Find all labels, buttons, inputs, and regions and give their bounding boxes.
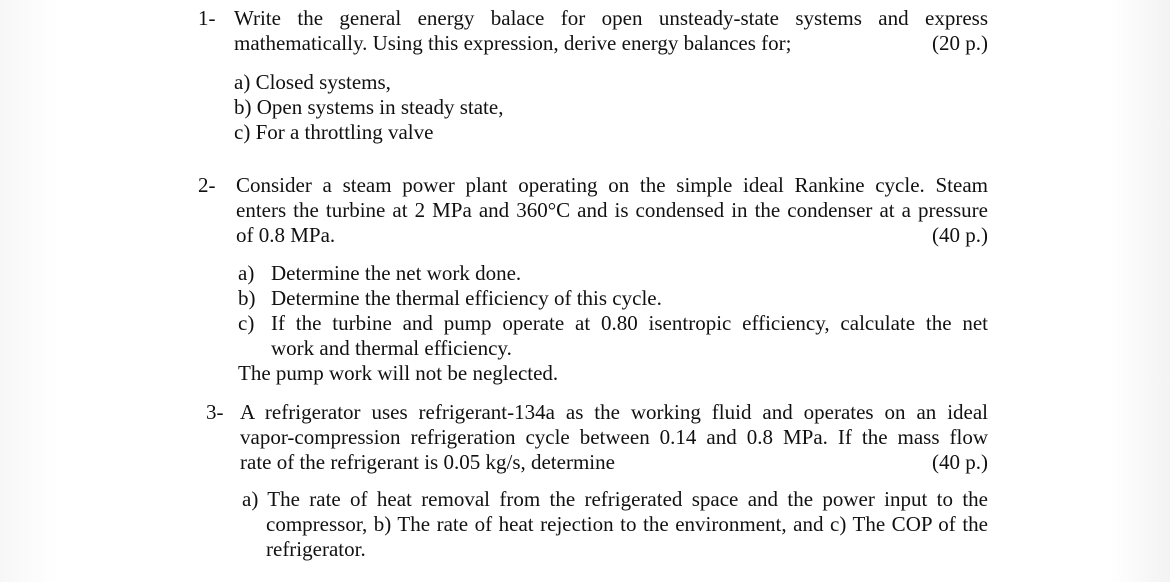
sub-part-text: a) The rate of heat removal from the refrigerated space and the power input to the	[242, 487, 988, 511]
question-1	[198, 6, 988, 145]
question-text-line: Write the general energy balace for open unsteady-state systems and express	[234, 6, 988, 30]
sub-part-text: work and thermal efficiency.	[271, 336, 512, 360]
sub-part: b) Open systems in steady state,	[234, 95, 504, 119]
sub-part-text: Determine the thermal efficiency of this cycle.	[271, 286, 662, 310]
question-number: 2-	[198, 173, 216, 197]
question-text-line: vapor-compression refrigeration cycle between 0.14 and 0.8 MPa. If the mass flow	[240, 425, 988, 449]
sub-part-text: Determine the net work done.	[271, 261, 522, 285]
question-text-line: mathematically. Using this expression, derive energy balances for;	[234, 31, 792, 55]
question-text-line: enters the turbine at 2 MPa and 360°C and is condensed in the condenser at a pressure	[236, 198, 988, 222]
sub-part-label: c)	[238, 311, 255, 335]
question-points: (20 p.)	[932, 31, 988, 55]
sub-part	[198, 286, 988, 311]
question-text-line: Consider a steam power plant operating on the simple ideal Rankine cycle. Steam	[236, 173, 988, 197]
sub-part	[198, 261, 988, 286]
question-text-line: A refrigerator uses refrigerant-134a as the working fluid and operates on an ideal	[240, 400, 988, 424]
question-number: 3-	[206, 400, 224, 424]
sub-part-text: If the turbine and pump operate at 0.80 isentropic efficiency, calculate the net	[271, 311, 988, 335]
question-number: 1-	[198, 6, 216, 30]
question-3	[206, 400, 988, 562]
question-text-line: rate of the refrigerant is 0.05 kg/s, determine	[240, 450, 615, 474]
sub-part-label: a)	[238, 261, 255, 285]
sub-part-text: refrigerator.	[266, 537, 366, 561]
question-points: (40 p.)	[932, 223, 988, 247]
question-2	[198, 173, 988, 386]
sub-part-text: compressor, b) The rate of heat rejection to the environment, and c) The COP of the	[266, 512, 988, 536]
sub-part: a) Closed systems,	[234, 70, 391, 94]
sub-part-label: b)	[238, 286, 256, 310]
question-text-line: of 0.8 MPa.	[236, 223, 336, 247]
question-points: (40 p.)	[932, 450, 988, 474]
question-note: The pump work will not be neglected.	[238, 361, 559, 385]
sub-part	[198, 311, 988, 336]
sub-part: c) For a throttling valve	[234, 120, 434, 144]
